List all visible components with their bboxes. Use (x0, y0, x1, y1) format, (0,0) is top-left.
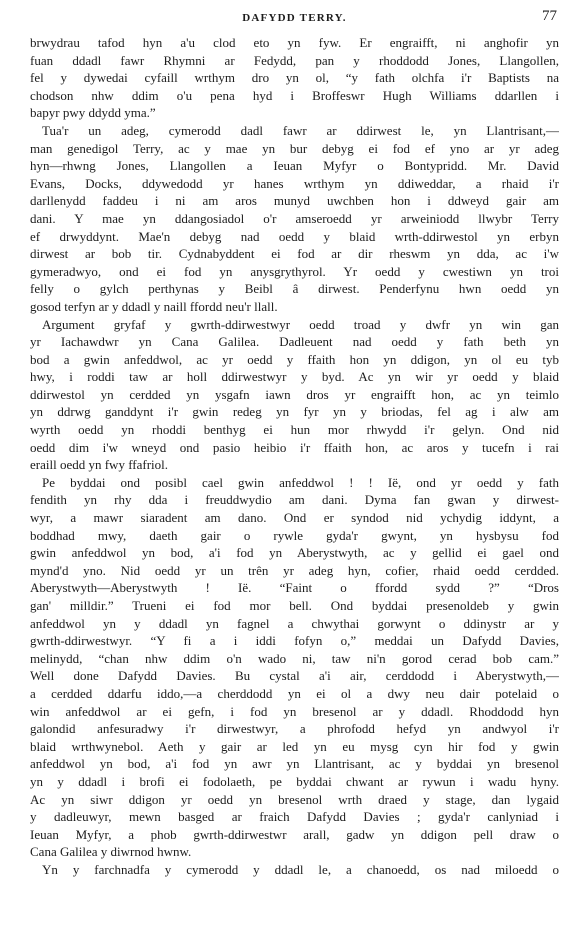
text-line: gan' milldir.” Trueni ei fod mor bell. Ond byddai presenoldeb y gwin (30, 598, 559, 613)
text-line: Evans, Docks, ddywedodd yr hanes wrthym yn ddiweddar, a rhaid i'r (30, 175, 559, 191)
text-line: yr Iachawdwr yn Cana Galilea. Dadleuent nad oedd y fath beth yn (30, 334, 559, 350)
text-line: yn ddrwg ganddynt i'r gwin redeg yn fyr yn y briodas, fel ag i alw am (30, 404, 559, 420)
text-line: a cerdded ddarfu iddo,—a cherddodd yn ei ol a dwy neu dair potelaid o (30, 685, 559, 701)
text-line: dirwest ar bob tir. Cydnabyddent ei fod ar dir rheswm yn dda, ac i'w (30, 246, 559, 262)
text-line: fendith yn rhy dda i freuddwydio am dani. Dyma fan gwan y dirwest- (30, 492, 559, 508)
text-line: gwrth-ddirwestwyr. “Y fi a i iddi fofyn o,” meddai un Dafydd Davies, (30, 633, 559, 649)
text-line: bod a gwin anfeddwol, ac yr oedd y ffaith hon yn ddigon, yn ol eu tyb (30, 351, 559, 367)
text-line: gosod terfyn ar y ddadl y naill ffordd neu'r llall. (30, 298, 278, 314)
text-line: man genedigol Terry, ac y mae yn bur debyg ei fod ef yno ar yr adeg (30, 140, 559, 156)
text-line: melinydd, “chan nhw ddim o'n wado ni, taw ni'n gorod cerad bob cam.” (30, 650, 559, 666)
text-line: fuan ddadl fawr Rhymni ar Fedydd, pan y rhoddodd Jones, Llangollen, (30, 52, 559, 68)
page-header (30, 8, 559, 28)
text-line: Well done Dafydd Davies. Bu cystal a'i air, cerddodd i Aberystwyth,— (30, 668, 559, 684)
text-line: eraill oedd yn fwy ffafriol. (30, 457, 169, 473)
text-line: oedd dim i'w wneyd ond pasio heibio i'r ffaith hon, ac aros y tucefn i rai (30, 439, 559, 455)
text-line: Pe byddai ond posibl cael gwin anfeddwol ! ! Ië, ond yr oedd y fath (42, 474, 559, 490)
text-line: darllenydd faddeu i ni am aros munyd uwchben hon i ddweyd gair am (30, 193, 559, 209)
text-line: ddirwestol yn cerdded yn ysgafn iawn dros yr engraifft hon, ac yn teimlo (30, 386, 559, 402)
text-line: anfeddwol yn y ddadl yn fagnel a chwythai gorwynt o ddinystr ar y (30, 615, 559, 631)
text-line: galondid anfesuradwy i'r dirwestwyr, a phrofodd hefyd yn andwyol i'r (30, 721, 559, 737)
text-line: wyrth oedd yn rhoddi benthyg ei hun mor rhwydd i'r gelyn. Ond nid (30, 422, 559, 438)
text-line: Ieuan Myfyr, a phob gwrth-ddirwestwr arall, gadw yn ddigon pell draw o (30, 826, 559, 842)
text-line: Tua'r un adeg, cymerodd dadl fawr ar ddirwest le, yn Llantrisant,— (42, 122, 559, 138)
text-line: fel y dywedai cyfaill wrthym dro yn ol, “y fath olchfa i'r Baptists na (30, 70, 559, 86)
text-line: Cana Galilea y diwrnod hwnw. (30, 844, 192, 860)
text-line: y dadleuwyr, mewn basged ar fraich Dafydd Davies ; gyda'r canlyniad i (30, 809, 559, 825)
text-line: hyn—rhwng Jones, Llangollen a Ieuan Myfyr o Bontypridd. Mr. David (30, 158, 559, 174)
text-line: Aberystwyth—Aberystwyth ! Ië. “Faint o ffordd sydd ?” “Dros (30, 580, 559, 596)
text-line: blaid wrthwynebol. Aeth y gair ar led yn eu mysg cyn hir fod y gwin (30, 738, 559, 754)
text-line: Ac yn siwr ddigon yr oedd yn bresenol wrth draed y stage, dan lygaid (30, 791, 559, 807)
text-line: yn y ddadl i brofi ei fodolaeth, pe byddai chwant ar rywun i wadu hyny. (30, 773, 559, 789)
page-number: 77 (542, 8, 557, 24)
text-line: chodson nhw ddim o'u pena hyd i Broffeswr Hugh Williams ddarllen i (30, 87, 559, 103)
text-line: anfeddwol yn bod, a'i fod yn awr yn Llantrisant, ac y byddai yn bresenol (30, 756, 559, 772)
text-line: mynd'd yno. Nid oedd yr un trên yr adeg hyn, cofier, rhaid oedd cerdded. (30, 562, 559, 578)
text-line: ef drwyddynt. Mae'n debyg nad oedd y blaid wrth-ddirwestol yn erbyn (30, 228, 559, 244)
text-line: Yn y farchnadfa y cymerodd y ddadl le, a chanoedd, os nad miloedd o (42, 861, 559, 877)
text-line: wyr, a mawr siaradent am dano. Ond er syndod nid ychydig iddynt, a (30, 510, 559, 526)
text-line: brwydrau tafod hyn a'u clod eto yn fyw. Er engraifft, ni anghofir yn (30, 35, 559, 50)
text-line: gymeradwyo, ond ei fod yn anysgrythyrol. Yr oedd y cwestiwn yn troi (30, 263, 559, 279)
text-line: gwin anfeddwol yn bod, a'i fod yn Aberystwyth, ac y gellid ei gael ond (30, 545, 559, 561)
text-line: win anfeddwol ar ei gefn, i fod yn bresenol ar y ddadl. Rhoddodd hyn (30, 703, 559, 719)
text-line: felly o gylch perthynas y Beibl â dirwest. Penderfynu hwn oedd yn (30, 281, 559, 297)
text-line: hwy, i roddi taw ar holl ddirwestwyr y byd. Ac yn wir yr oedd y blaid (30, 369, 559, 385)
text-line: Argument gryfaf y gwrth-ddirwestwyr oedd troad y dwfr yn win gan (42, 316, 559, 332)
body-text (30, 34, 559, 879)
text-line: bapyr pwy ddydd yma.” (30, 105, 156, 121)
text-line: boddhad mwy, daeth gair o rywle gyda'r gwynt, yn hysbysu fod (30, 527, 559, 543)
running-title: DAFYDD TERRY. (242, 12, 347, 24)
text-line: dani. Y mae yn ddangosiadol o'r amseroedd yr arweiniodd llwybr Terry (30, 210, 559, 226)
